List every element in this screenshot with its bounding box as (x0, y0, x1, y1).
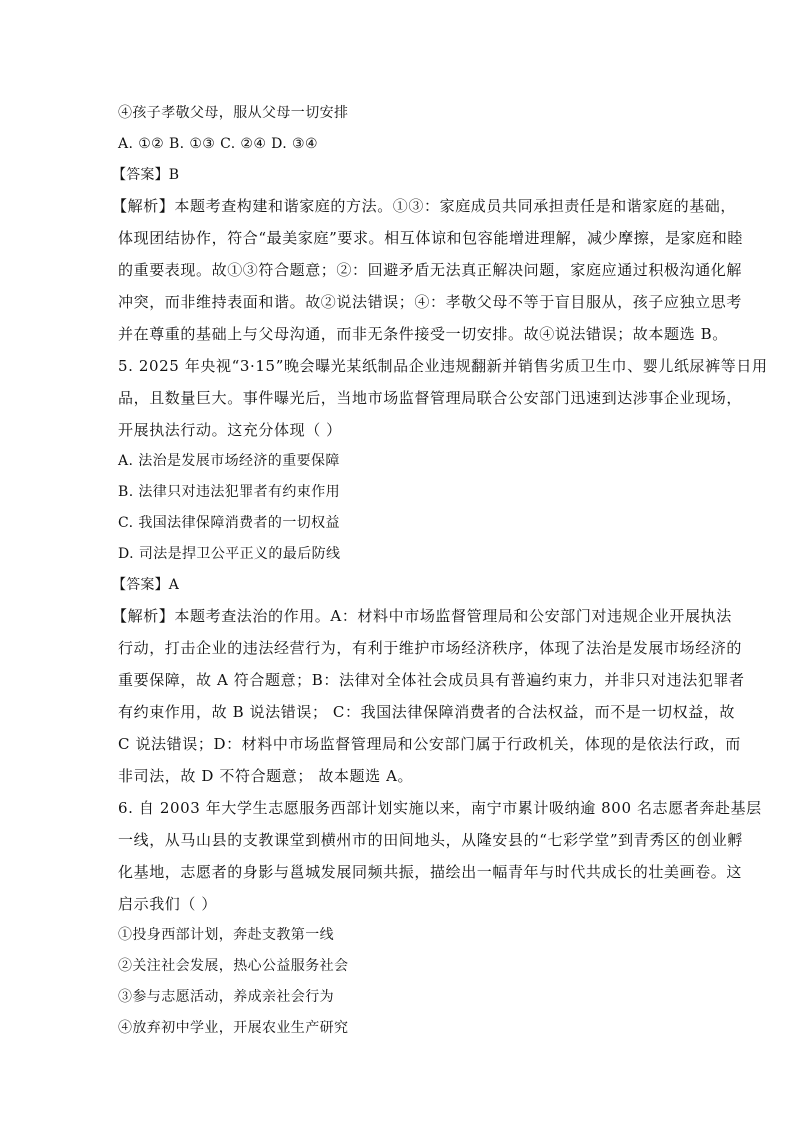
q4-analysis-line-4: 冲突，而非维持表面和谐。故②说法错误；④：孝敬父母不等于盲目服从，孩子应独立思考 (118, 293, 743, 311)
q5-analysis-line-1: 【解析】本题考查法治的作用。A：材料中市场监督管理局和公安部门对违规企业开展执法 (112, 607, 732, 625)
q5-stem-line-3: 开展执法行动。这充分体现（ ） (118, 421, 342, 439)
q5-option-b: B. 法律只对违法犯罪者有约束作用 (118, 484, 340, 500)
q6-item-2: ②关注社会发展，热心公益服务社会 (118, 958, 349, 974)
q4-analysis-line-5: 并在尊重的基础上与父母沟通，而非无条件接受一切安排。故④说法错误；故本题选 B。 (118, 325, 728, 343)
q6-stem-line-1: 6. 自 2003 年大学生志愿服务西部计划实施以来，南宁市累计吸纳逾 800 名志愿者奔赴基层 (118, 799, 762, 817)
q5-analysis-line-6: 非司法，故 D 不符合题意； 故本题选 A。 (118, 767, 414, 785)
q6-stem-line-4: 启示我们（ ） (118, 895, 217, 913)
q6-item-1: ①投身西部计划，奔赴支教第一线 (118, 927, 334, 943)
q5-analysis-line-4: 有约束作用，故 B 说法错误； C：我国法律保障消费者的合法权益，而不是一切权益，故 (118, 703, 736, 721)
q5-analysis-line-5: C 说法错误；D：材料中市场监督管理局和公安部门属于行政机关，体现的是依法行政，而 (118, 735, 741, 753)
q4-analysis-line-1: 【解析】本题考查构建和谐家庭的方法。①③：家庭成员共同承担责任是和谐家庭的基础， (112, 197, 737, 215)
q6-stem-line-2: 一线，从马山县的支教课堂到横州市的田间地头，从隆安县的“七彩学堂”到青秀区的创业孵 (118, 831, 743, 849)
q4-choices: A. ①② B. ①③ C. ②④ D. ③④ (118, 136, 318, 152)
q5-option-a: A. 法治是发展市场经济的重要保障 (118, 453, 340, 469)
q6-item-4: ④放弃初中学业，开展农业生产研究 (118, 1020, 349, 1036)
q5-analysis-line-2: 行动，打击企业的违法经营行为，有利于维护市场经济秩序，体现了法治是发展市场经济的 (118, 639, 743, 657)
q5-answer: 【答案】A (112, 577, 180, 593)
q5-option-d: D. 司法是捍卫公平正义的最后防线 (118, 546, 341, 562)
q5-stem-line-1: 5. 2025 年央视“3·15”晚会曝光某纸制品企业违规翻新并销售劣质卫生巾、婴儿纸尿裤等日用 (118, 357, 768, 375)
q4-analysis-line-2: 体现团结协作，符合“最美家庭”要求。相互体谅和包容能增进理解，减少摩擦，是家庭和睦 (118, 229, 743, 247)
q4-answer: 【答案】B (112, 167, 180, 183)
q4-item-4: ④孩子孝敬父母，服从父母一切安排 (118, 105, 349, 121)
q5-option-c: C. 我国法律保障消费者的一切权益 (118, 515, 340, 531)
q5-analysis-line-3: 重要保障，故 A 符合题意；B：法律对全体社会成员具有普遍约束力，并非只对违法犯罪者 (118, 671, 745, 689)
q4-analysis-line-3: 的重要表现。故①③符合题意；②：回避矛盾无法真正解决问题，家庭应通过积极沟通化解 (118, 261, 743, 279)
q5-stem-line-2: 品，且数量巨大。事件曝光后，当地市场监督管理局联合公安部门迅速到达涉事企业现场， (118, 389, 743, 407)
q6-stem-line-3: 化基地，志愿者的身影与邕城发展同频共振，描绘出一幅青年与时代共成长的壮美画卷。这 (118, 863, 743, 881)
q6-item-3: ③参与志愿活动，养成亲社会行为 (118, 989, 334, 1005)
